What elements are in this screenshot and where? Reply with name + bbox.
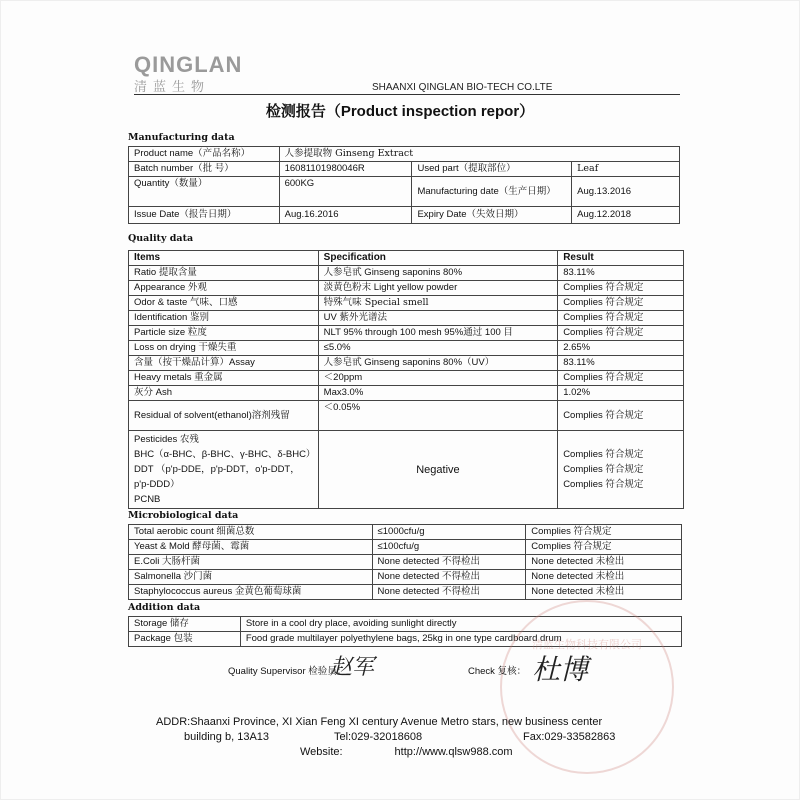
table-cell: None detected 未检出 — [526, 555, 682, 570]
table-cell: Heavy metals 重金属 — [129, 371, 319, 386]
table-row — [129, 162, 680, 177]
micro-heading: Microbiological data — [128, 510, 239, 521]
table-cell: 16081101980046R — [279, 162, 412, 177]
company-logo — [134, 52, 242, 95]
table-row — [129, 341, 684, 356]
table-cell: Complies 符合规定 — [558, 281, 684, 296]
table-cell: None detected 不得检出 — [372, 555, 526, 570]
table-cell: 人参皂甙 Ginseng saponins 80%（UV） — [318, 356, 558, 371]
table-row-pesticides — [129, 431, 684, 509]
check-label: Check 复核： — [468, 666, 527, 677]
table-cell: Loss on drying 干燥失重 — [129, 341, 319, 356]
table-row — [129, 386, 684, 401]
table-row — [129, 555, 682, 570]
table-cell: Complies 符合规定 — [558, 401, 684, 431]
table-cell: Package 包装 — [129, 632, 241, 647]
table-cell: ＜0.05% — [318, 401, 558, 431]
table-row — [129, 177, 680, 207]
pesticides-result: Complies 符合规定 — [563, 479, 644, 490]
table-cell: Batch number（批 号） — [129, 162, 280, 177]
table-cell: Quantity（数量） — [129, 177, 280, 207]
table-cell: 淡黄色粉末 Light yellow powder — [318, 281, 558, 296]
table-cell: None detected 不得检出 — [372, 570, 526, 585]
table-cell: ≤100cfu/g — [372, 540, 526, 555]
table-cell: Max3.0% — [318, 386, 558, 401]
table-cell: Leaf — [572, 162, 680, 177]
check-signature: 杜博 — [532, 653, 589, 686]
quality-supervisor-label: Quality Supervisor 检验员： — [228, 666, 347, 677]
table-row — [129, 281, 684, 296]
table-row — [129, 371, 684, 386]
table-cell: 600KG — [279, 177, 412, 207]
table-cell: 1.02% — [558, 386, 684, 401]
table-cell: Ratio 提取含量 — [129, 266, 319, 281]
micro-table — [128, 524, 682, 600]
table-row — [129, 207, 680, 224]
quality-table — [128, 250, 684, 509]
column-header-items: Items — [129, 251, 319, 266]
table-row — [129, 585, 682, 600]
table-cell: Complies 符合规定 — [526, 540, 682, 555]
table-cell: Total aerobic count 细菌总数 — [129, 525, 373, 540]
table-cell: Salmonella 沙门菌 — [129, 570, 373, 585]
table-row — [129, 326, 684, 341]
pesticides-result: Complies 符合规定 — [563, 449, 644, 460]
footer-tel: Tel:029-32018608 — [334, 731, 423, 743]
table-row — [129, 356, 684, 371]
footer-fax: Fax:029-33582863 — [523, 731, 616, 743]
table-cell: 特殊气味 Special smell — [318, 296, 558, 311]
footer-address-line2: building b, 13A13 — [184, 731, 270, 743]
stamp-text: 清蓝生物科技有限公司 — [532, 639, 642, 651]
table-cell: Aug.12.2018 — [572, 207, 680, 224]
table-row — [129, 525, 682, 540]
footer-website[interactable]: Website: http://www.qlsw988.com — [300, 746, 513, 758]
table-cell: ≤1000cfu/g — [372, 525, 526, 540]
quality-heading: Quality data — [128, 233, 194, 244]
table-cell: Identification 鉴别 — [129, 311, 319, 326]
table-cell: E.Coli 大肠杆菌 — [129, 555, 373, 570]
table-cell: Storage 储存 — [129, 617, 241, 632]
report-title: 检测报告（Product inspection repor） — [265, 103, 535, 120]
manufacturing-heading: Manufacturing data — [128, 132, 235, 143]
table-cell: Aug.13.2016 — [572, 177, 680, 207]
pesticides-spec-cell: Negative — [318, 431, 558, 509]
table-cell: 含量（按干燥品计算）Assay — [129, 356, 319, 371]
addition-heading: Addition data — [128, 602, 201, 613]
table-cell: 人参提取物 Ginseng Extract — [279, 147, 679, 162]
table-row — [129, 401, 684, 431]
table-cell: Store in a cool dry place, avoiding sunlight directly — [240, 617, 681, 632]
table-cell: None detected 未检出 — [526, 585, 682, 600]
table-cell: 灰分 Ash — [129, 386, 319, 401]
table-row — [129, 540, 682, 555]
table-cell: Manufacturing date（生产日期） — [412, 177, 572, 207]
table-cell: 2.65% — [558, 341, 684, 356]
quality-supervisor-signature: 赵军 — [330, 655, 375, 680]
table-cell: NLT 95% through 100 mesh 95%通过 100 目 — [318, 326, 558, 341]
table-cell: Complies 符合规定 — [558, 296, 684, 311]
manufacturing-table — [128, 146, 680, 224]
table-cell: Product name（产品名称） — [129, 147, 280, 162]
table-cell: 人参皂甙 Ginseng saponins 80% — [318, 266, 558, 281]
table-cell: Yeast & Mold 酵母菌、霉菌 — [129, 540, 373, 555]
footer-address-line1: ADDR:Shaanxi Province, XI Xian Feng XI century Avenue Metro stars, new business center — [156, 716, 603, 728]
pesticides-result: Complies 符合规定 — [563, 464, 644, 475]
table-cell: Complies 符合规定 — [558, 326, 684, 341]
table-cell: None detected 不得检出 — [372, 585, 526, 600]
table-row — [129, 570, 682, 585]
table-cell: Used part（提取部位） — [412, 162, 572, 177]
table-cell: ＜20ppm — [318, 371, 558, 386]
table-cell: Complies 符合规定 — [558, 311, 684, 326]
table-cell: Appearance 外观 — [129, 281, 319, 296]
pesticides-line: Pesticides 农残 — [134, 434, 199, 445]
table-cell: Odor & taste 气味、口感 — [129, 296, 319, 311]
table-cell: Food grade multilayer polyethylene bags, 25kg in one type cardboard drum — [240, 632, 681, 647]
table-cell: Complies 符合规定 — [558, 371, 684, 386]
table-cell: Particle size 粒度 — [129, 326, 319, 341]
table-row — [129, 147, 680, 162]
table-cell: Expiry Date（失效日期） — [412, 207, 572, 224]
table-header-row — [129, 251, 684, 266]
table-cell: Issue Date（报告日期） — [129, 207, 280, 224]
table-row — [129, 296, 684, 311]
company-name: SHAANXI QINGLAN BIO-TECH CO.LTE — [372, 82, 553, 93]
header-divider — [134, 94, 680, 95]
table-cell: Complies 符合规定 — [526, 525, 682, 540]
table-cell: Residual of solvent(ethanol)溶剂残留 — [129, 401, 319, 431]
table-row — [129, 311, 684, 326]
pesticides-result-cell — [558, 431, 684, 509]
table-cell: None detected 未检出 — [526, 570, 682, 585]
column-header-specification: Specification — [318, 251, 558, 266]
logo-chinese: 清蓝生物 — [134, 79, 211, 94]
pesticides-line: BHC（α-BHC、β-BHC、γ-BHC、δ-BHC） — [134, 449, 316, 460]
table-cell: 83.11% — [558, 266, 684, 281]
column-header-result: Result — [558, 251, 684, 266]
table-cell: UV 紫外光谱法 — [318, 311, 558, 326]
pesticides-items-cell — [129, 431, 319, 509]
table-cell: Aug.16.2016 — [279, 207, 412, 224]
logo-english: QINGLAN — [134, 52, 243, 77]
table-cell: 83.11% — [558, 356, 684, 371]
pesticides-line: DDT （p'p-DDE，p'p-DDT，o'p-DDT， — [134, 464, 300, 475]
table-cell: Staphylococcus aureus 金黄色葡萄球菌 — [129, 585, 373, 600]
pesticides-line: PCNB — [134, 494, 161, 505]
pesticides-line: p'p-DDD） — [134, 479, 180, 490]
table-cell: ≤5.0% — [318, 341, 558, 356]
table-row — [129, 266, 684, 281]
